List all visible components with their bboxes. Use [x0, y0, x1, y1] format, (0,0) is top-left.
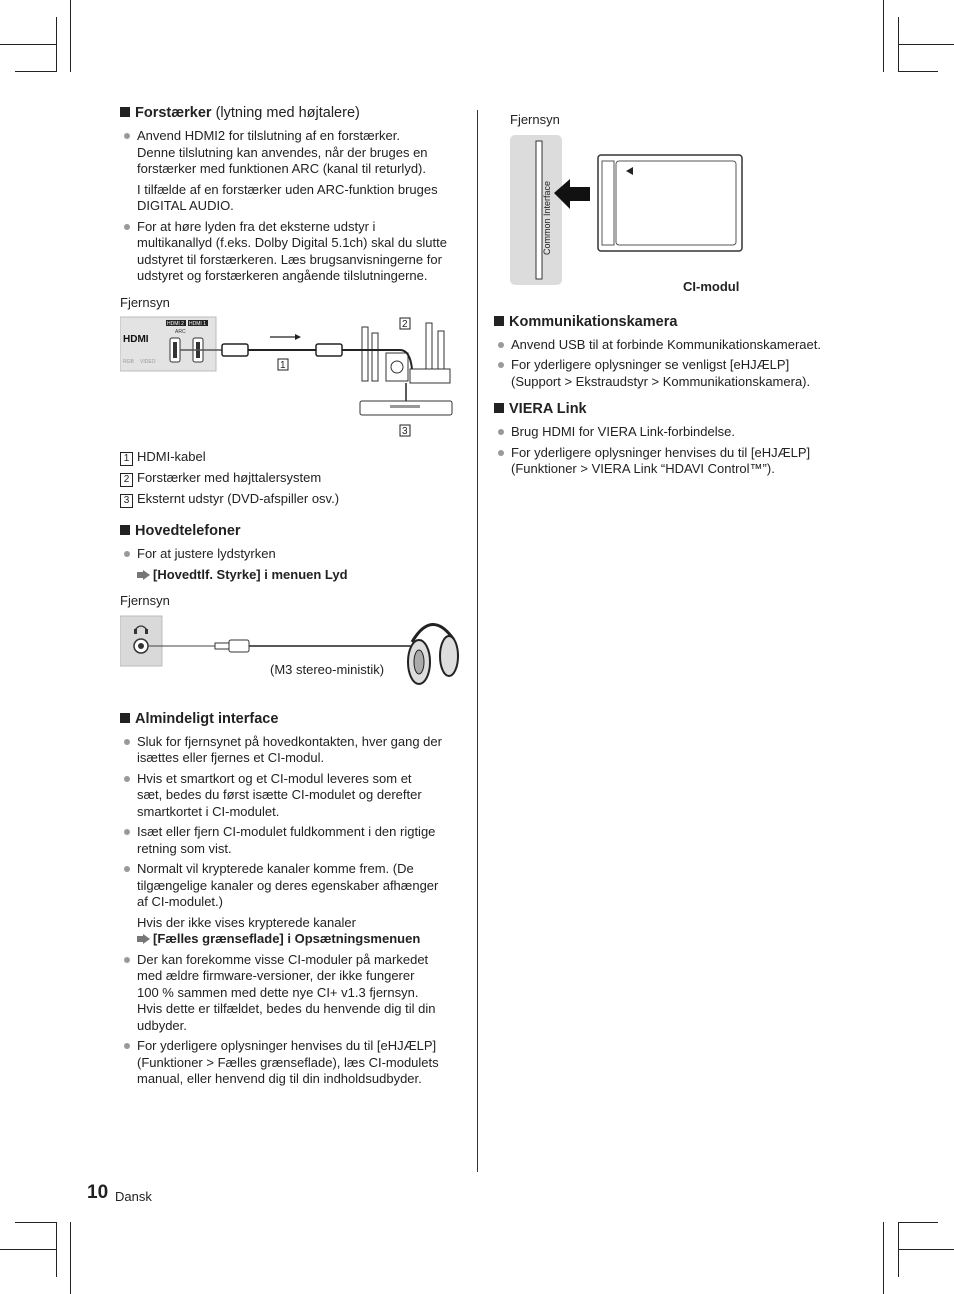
ci-menu-path: [Fælles grænseflade] i Opsætningsmenuen — [120, 931, 465, 948]
crop-mark — [0, 44, 56, 45]
crop-mark — [56, 1222, 57, 1277]
camera-heading: Kommunikationskamera — [494, 313, 844, 331]
callout-3: 3 — [402, 426, 408, 437]
square-bullet-icon — [120, 107, 130, 117]
left-column — [120, 104, 465, 1092]
legend-item: 1 HDMI-kabel — [120, 449, 465, 466]
callout-1: 1 — [280, 360, 286, 371]
right-column — [494, 112, 844, 482]
square-bullet-icon — [120, 525, 130, 535]
crop-mark — [883, 1222, 884, 1294]
slot-text: Common Interface — [542, 180, 552, 255]
amplifier-diagram-label: Fjernsyn — [120, 294, 170, 310]
crop-mark — [898, 71, 938, 72]
headphones-diagram-label: Fjernsyn — [120, 593, 170, 608]
ci-diagram-label: Fjernsyn — [510, 112, 560, 127]
minijack-plug — [215, 643, 229, 649]
amplifier-unit — [410, 369, 450, 383]
crop-mark — [883, 0, 884, 72]
hdmi-logo: HDMI — [123, 334, 149, 345]
speaker — [362, 327, 368, 381]
camera-bullet-2: For yderligere oplysninger se venligst [eHJÆLP] (Support > Ekstraudstyr > Kommunikationskamera). — [494, 357, 844, 390]
crop-mark — [0, 1249, 56, 1250]
headphones-bullet: For at justere lydstyrken — [120, 546, 465, 563]
ci-bullet-6: For yderligere oplysninger henvises du til [eHJÆLP] (Funktioner > Fælles grænseflade), læs CI-modulets manual, eller henvend dig til din indholdsudbyder. — [120, 1038, 465, 1088]
ci-bullet-3: Isæt eller fjern CI-modulet fuldkomment i den rigtige retning som vist. — [120, 824, 465, 857]
square-bullet-icon — [494, 316, 504, 326]
amplifier-diagram — [120, 313, 465, 445]
column-divider — [477, 110, 478, 1172]
crop-mark — [70, 1222, 71, 1294]
headphones-menu-path: [Hovedtlf. Styrke] i menuen Lyd — [120, 567, 465, 584]
ci-diagram — [494, 131, 844, 303]
viera-bullet-2: For yderligere oplysninger henvises du til [eHJÆLP] (Funktioner > VIERA Link “HDAVI Control™”). — [494, 445, 844, 478]
amplifier-note: I tilfælde af en forstærker uden ARC-funktion bruges DIGITAL AUDIO. — [137, 181, 438, 213]
amplifier-heading: Forstærker (lytning med højtalere) — [120, 104, 465, 122]
port-rgb: RGB — [123, 359, 134, 365]
headphones-heading: Hovedtelefoner — [120, 522, 465, 540]
port-arc: ARC — [175, 329, 186, 335]
headphones-diagram — [120, 612, 465, 696]
hdmi-plug-left — [222, 344, 248, 356]
hdmi-plug-right — [316, 344, 342, 356]
port-hdmi1: HDMI 1 — [189, 321, 206, 327]
crop-mark — [898, 1222, 938, 1223]
amplifier-bullet-1: Anvend HDMI2 for tilslutning af en forstærker. Denne tilslutning kan anvendes, når der bruges en forstærker med funktionen ARC (kanal til returlyd). — [120, 128, 465, 178]
crop-mark — [898, 1222, 899, 1277]
ci-bullet-5: Der kan forekomme visse CI-moduler på markedet med ældre firmware-versioner, der ikke fungerer 100 % sammen med dette nye CI+ v1.3 fjernsyn. Hvis dette er tilfældet, bedes du henvende dig til din udbyder. — [120, 952, 465, 1035]
viera-bullet-1: Brug HDMI for VIERA Link-forbindelse. — [494, 424, 844, 441]
arrow-right-icon — [137, 934, 150, 944]
page-number: 10 — [87, 1182, 109, 1203]
ci-bullet-2: Hvis et smartkort og et CI-modul leveres som et sæt, bedes du først isætte CI-modulet og derefter smartkortet i CI-modulet. — [120, 771, 465, 821]
crop-mark — [898, 44, 954, 45]
ci-bullet-4: Normalt vil krypterede kanaler komme frem. (De tilgængelige kanaler og deres egenskaber afhænger af CI-modulet.) — [120, 861, 465, 911]
speaker — [372, 333, 378, 381]
camera-bullet-1: Anvend USB til at forbinde Kommunikationskameraet. — [494, 337, 844, 354]
ci-heading: Almindeligt interface — [120, 710, 465, 728]
port-hdmi2: HDMI 2 — [167, 321, 184, 327]
crop-mark — [898, 17, 899, 72]
viera-heading: VIERA Link — [494, 400, 844, 418]
arrow-right-icon — [137, 570, 150, 580]
crop-mark — [56, 17, 57, 72]
crop-mark — [898, 1249, 954, 1250]
subwoofer — [386, 353, 408, 381]
square-bullet-icon — [120, 713, 130, 723]
ci-bullet-1: Sluk for fjernsynet på hovedkontakten, hver gang der isættes eller fjernes et CI-modul. — [120, 734, 465, 767]
legend-item: 2 Forstærker med højttalersystem — [120, 470, 465, 487]
crop-mark — [15, 71, 56, 72]
ci-module-label: CI-modul — [683, 278, 740, 294]
page-language: Dansk — [115, 1189, 152, 1204]
crop-mark — [70, 0, 71, 72]
amplifier-bullet-2: For at høre lyden fra det eksterne udstyr i multikanallyd (f.eks. Dolby Digital 5.1ch) skal du slutte udstyret til forstærkeren. Læs brugsanvisningerne for udstyret og forstærkeren angående tilslutningerne. — [120, 219, 465, 285]
callout-2: 2 — [402, 319, 408, 330]
square-bullet-icon — [494, 403, 504, 413]
ci-note: Hvis der ikke vises krypterede kanaler — [137, 914, 356, 930]
port-video: VIDEO — [140, 359, 156, 365]
plug-label: (M3 stereo-ministik) — [270, 661, 385, 677]
crop-mark — [15, 1222, 56, 1223]
legend-item: 3 Eksternt udstyr (DVD-afspiller osv.) — [120, 491, 465, 508]
